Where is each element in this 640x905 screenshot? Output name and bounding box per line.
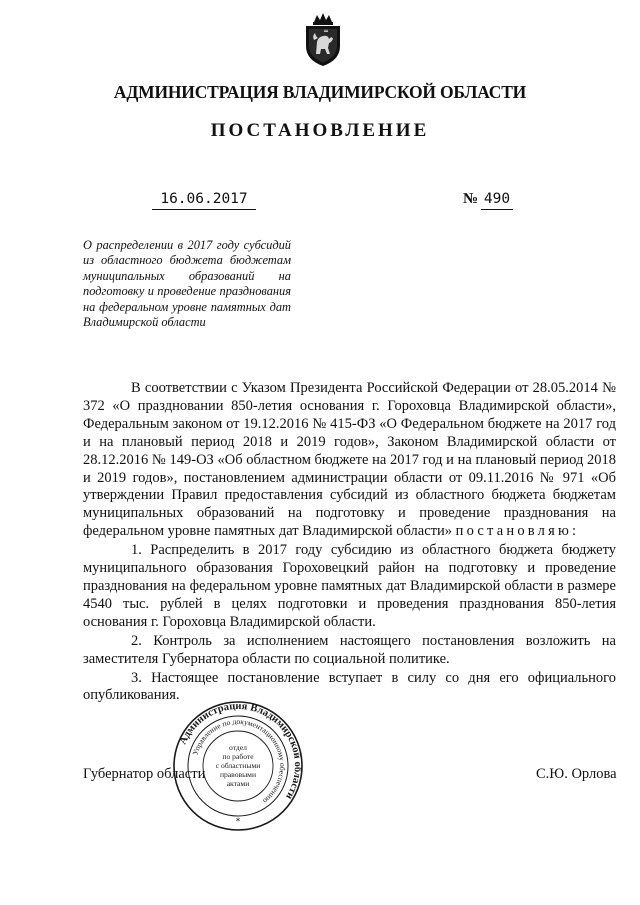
stamp-center-line-2: по работе [222,752,254,761]
stamp-star-icon: * [235,817,241,827]
stamp-center-line-5: актами [226,779,250,788]
document-number: 490 [481,190,513,210]
signature-name: С.Ю. Орлова [536,766,617,782]
document-subject: О распределении в 2017 году субсидий из областного бюджета бюджетам муниципальных образований на подготовку и проведение празднования на федеральном уровне памятных дат Владимирской области [83,238,291,330]
number-sign: № [463,191,479,207]
preamble-text: В соответствии с Указом Президента Российской Федерации от 28.05.2014 № 372 «О праздновании 850-летия основания г. Гороховца Владимирской области», Федеральным законом от 19.12.2016 № 415-ФЗ «О Федеральном бюджете на 2017 год и на плановый период 2018 и 2019 годов», Законом Владимирской области от 28.12.2016 № 149-ОЗ «Об областном бюджете на 2017 год и на плановый период 2018 и 2019 годов», постановлением администрации области от 09.11.2016 № 971 «Об утверждении Правил предоставления субсидий из областного бюджета бюджетам муниципальных образований на подготовку и проведение празднования на федеральном уровне памятных дат Владимирской области» [83,380,616,540]
item-2: 2. Контроль за исполнением настоящего постановления возложить на заместителя Губернатора области по социальной политике. [83,632,616,667]
decree-word: постановляю: [455,523,580,540]
official-stamp [172,700,304,832]
document-body [83,380,616,705]
preamble-paragraph [83,380,616,541]
stamp-outer-text: Администрация Владимирской области [177,700,304,802]
document-date: 16.06.2017 [152,190,256,210]
stamp-center-line-3: с областными [215,761,261,770]
document-type-title: ПОСТАНОВЛЕНИЕ [210,120,430,141]
stamp-center-line-4: правовыми [219,770,257,779]
item-1: 1. Распределить в 2017 году субсидию из областного бюджета бюджету муниципального образования Гороховецкий район на подготовку и проведение празднования на федеральном уровне памятных дат Владимирской области в размере 4540 тыс. рублей в целях подготовки и проведения празднования 850-летия основания г. Гороховца Владимирской области. [83,542,616,630]
organization-title: АДМИНИСТРАЦИЯ ВЛАДИМИРСКОЙ ОБЛАСТИ [113,82,527,102]
coat-of-arms-icon [300,12,346,68]
stamp-center-line-1: отдел [229,743,247,752]
stamp-middle-text: Управление по документационному обеспечению [190,716,288,806]
item-3: 3. Настоящее постановление вступает в силу со дня его официального опубликования. [83,669,616,704]
signature-position: Губернатор области [83,766,206,782]
